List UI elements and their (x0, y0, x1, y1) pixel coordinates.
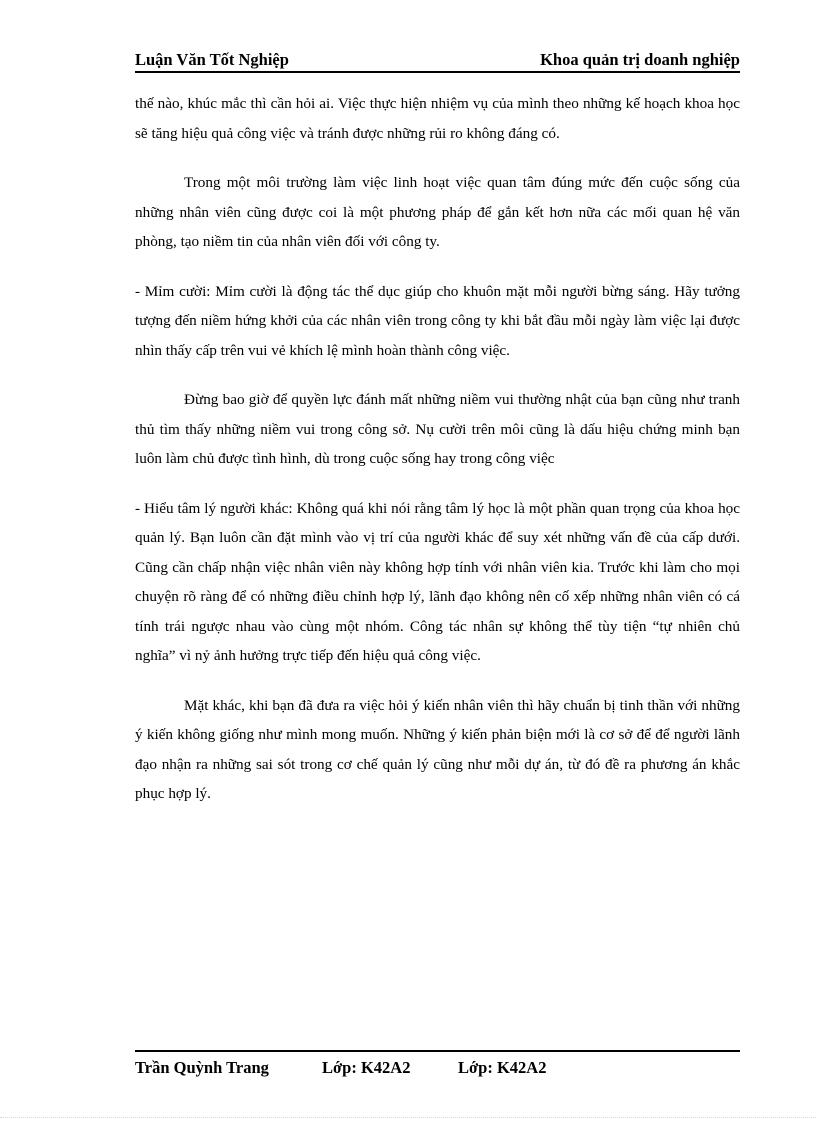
paragraph: Mặt khác, khi bạn đã đưa ra việc hỏi ý kiến nhân viên thì hãy chuẩn bị tinh thần với những ý kiến không giống như mình mong muốn. Những ý kiến phản biện mới là cơ sở để để người lãnh đạo nhận ra những sai sót trong cơ chế quản lý cũng như mỗi dự án, từ đó đề ra phương án khắc phục hợp lý. (135, 696, 740, 802)
paragraph: Đừng bao giờ để quyền lực đánh mất những niềm vui thường nhật của bạn cũng như tranh thủ tìm thấy những niềm vui trong công sở. Nụ cười trên môi cũng là dấu hiệu chứng minh bạn luôn làm chủ được tình hình, dù trong cuộc sống hay trong công việc (135, 391, 740, 467)
footer-class: Lớp: K42A2 (322, 1058, 411, 1077)
page-header (135, 49, 740, 73)
header-thesis-title: Luận Văn Tốt Nghiệp (135, 50, 289, 69)
paragraph: thế nào, khúc mắc thì cần hỏi ai. Việc thực hiện nhiệm vụ của mình theo những kế hoạch khoa học sẽ tăng hiệu quả công việc và tránh được những rủi ro không đáng có. (135, 95, 740, 142)
paragraph: - Hiểu tâm lý người khác: Không quá khi nói rằng tâm lý học là một phần quan trọng của khoa học quản lý. Bạn luôn cần đặt mình vào vị trí của người khác để suy xét những vấn đề của cấp dưới. Cũng cần chấp nhận việc nhân viên này không hợp tính với nhân viên kia. Trước khi làm cho mọi chuyện rõ ràng để có những điều chỉnh hợp lý, lãnh đạo không nên cố xếp những nhân viên có cá tính trái ngược nhau vào cùng một nhóm. Công tác nhân sự không thể tùy tiện “tự nhiên chủ nghĩa” vì nỷ ảnh hưởng trực tiếp đến hiệu quả công việc. (135, 499, 740, 664)
footer-author-name: Trần Quỳnh Trang (135, 1058, 269, 1077)
paragraph: - Mỉm cười: Mỉm cười là động tác thể dục giúp cho khuôn mặt mỗi người bừng sáng. Hãy tưởng tượng đến niềm hứng khởi của các nhân viên trong công ty khi bắt đầu mỗi ngày làm việc lại được nhìn thấy cấp trên vui vẻ khích lệ mình hoàn thành công việc. (135, 282, 740, 359)
document-body (135, 89, 740, 829)
header-faculty: Khoa quản trị doanh nghiệp (540, 50, 740, 69)
footer-class-duplicate: Lớp: K42A2 (458, 1058, 547, 1077)
page-edge-divider (0, 1117, 816, 1118)
paragraph: Trong một môi trường làm việc linh hoạt việc quan tâm đúng mức đến cuộc sống của những nhân viên cũng được coi là một phương pháp để gắn kết hơn nữa các mối quan hệ văn phòng, tạo niềm tin của nhân viên đối với công ty. (135, 174, 740, 250)
page-footer (135, 1050, 740, 1081)
